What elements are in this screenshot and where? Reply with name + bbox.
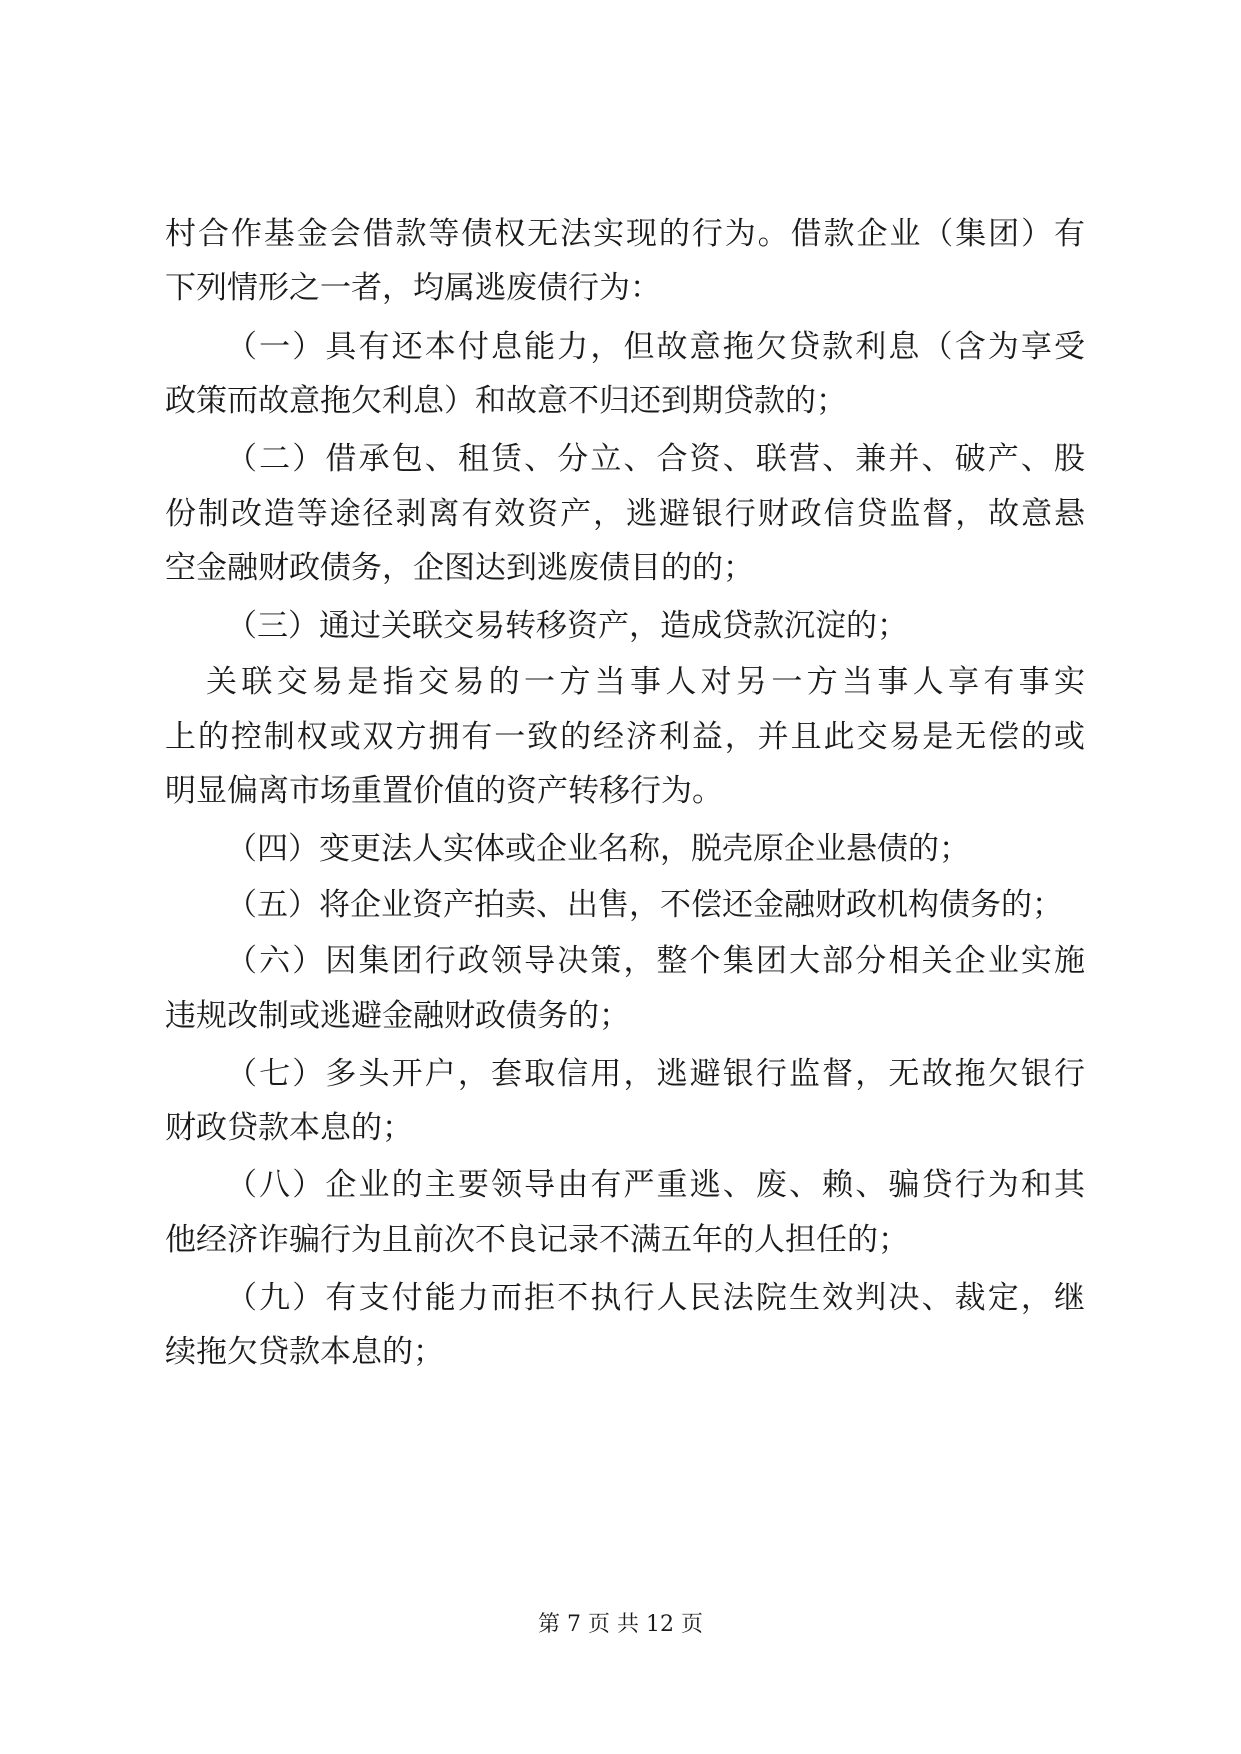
paragraph-line: 续拖欠贷款本息的；	[165, 1334, 444, 1370]
paragraph-line: （四）变更法人实体或企业名称，脱壳原企业悬债的；	[226, 831, 970, 867]
paragraph-line: （九）有支付能力而拒不执行人民法院生效判决、裁定，继	[226, 1280, 1085, 1316]
paragraph-line: 关联交易是指交易的一方当事人对另一方当事人享有事实	[206, 664, 1085, 700]
paragraph-line: （二）借承包、租赁、分立、合资、联营、兼并、破产、股	[226, 441, 1085, 477]
paragraph-line: （三）通过关联交易转移资产，造成贷款沉淀的；	[226, 608, 908, 644]
paragraph-line: 明显偏离市场重置价值的资产转移行为。	[165, 773, 723, 809]
paragraph-line: 政策而故意拖欠利息）和故意不归还到期贷款的；	[165, 383, 847, 419]
paragraph-line: （七）多头开户，套取信用，逃避银行监督，无故拖欠银行	[226, 1056, 1085, 1092]
paragraph-line: 财政贷款本息的；	[165, 1110, 413, 1146]
paragraph-line: 他经济诈骗行为且前次不良记录不满五年的人担任的；	[165, 1222, 909, 1258]
paragraph-line: 下列情形之一者，均属逃废债行为：	[165, 270, 661, 306]
paragraph-line: 上的控制权或双方拥有一致的经济利益，并且此交易是无偿的或	[165, 719, 1085, 755]
page-footer: 第 7 页 共 12 页	[538, 1612, 703, 1637]
paragraph-line: （六）因集团行政领导决策，整个集团大部分相关企业实施	[226, 943, 1085, 979]
paragraph-line: （一）具有还本付息能力，但故意拖欠贷款利息（含为享受	[226, 329, 1085, 365]
paragraph-line: 村合作基金会借款等债权无法实现的行为。借款企业（集团）有	[165, 216, 1085, 252]
paragraph-line: 份制改造等途径剥离有效资产，逃避银行财政信贷监督，故意悬	[165, 496, 1085, 532]
paragraph-line: 空金融财政债务，企图达到逃废债目的的；	[165, 550, 754, 586]
paragraph-line: （八）企业的主要领导由有严重逃、废、赖、骗贷行为和其	[226, 1167, 1085, 1203]
paragraph-line: （五）将企业资产拍卖、出售，不偿还金融财政机构债务的；	[226, 887, 1063, 923]
paragraph-line: 违规改制或逃避金融财政债务的；	[165, 998, 630, 1034]
